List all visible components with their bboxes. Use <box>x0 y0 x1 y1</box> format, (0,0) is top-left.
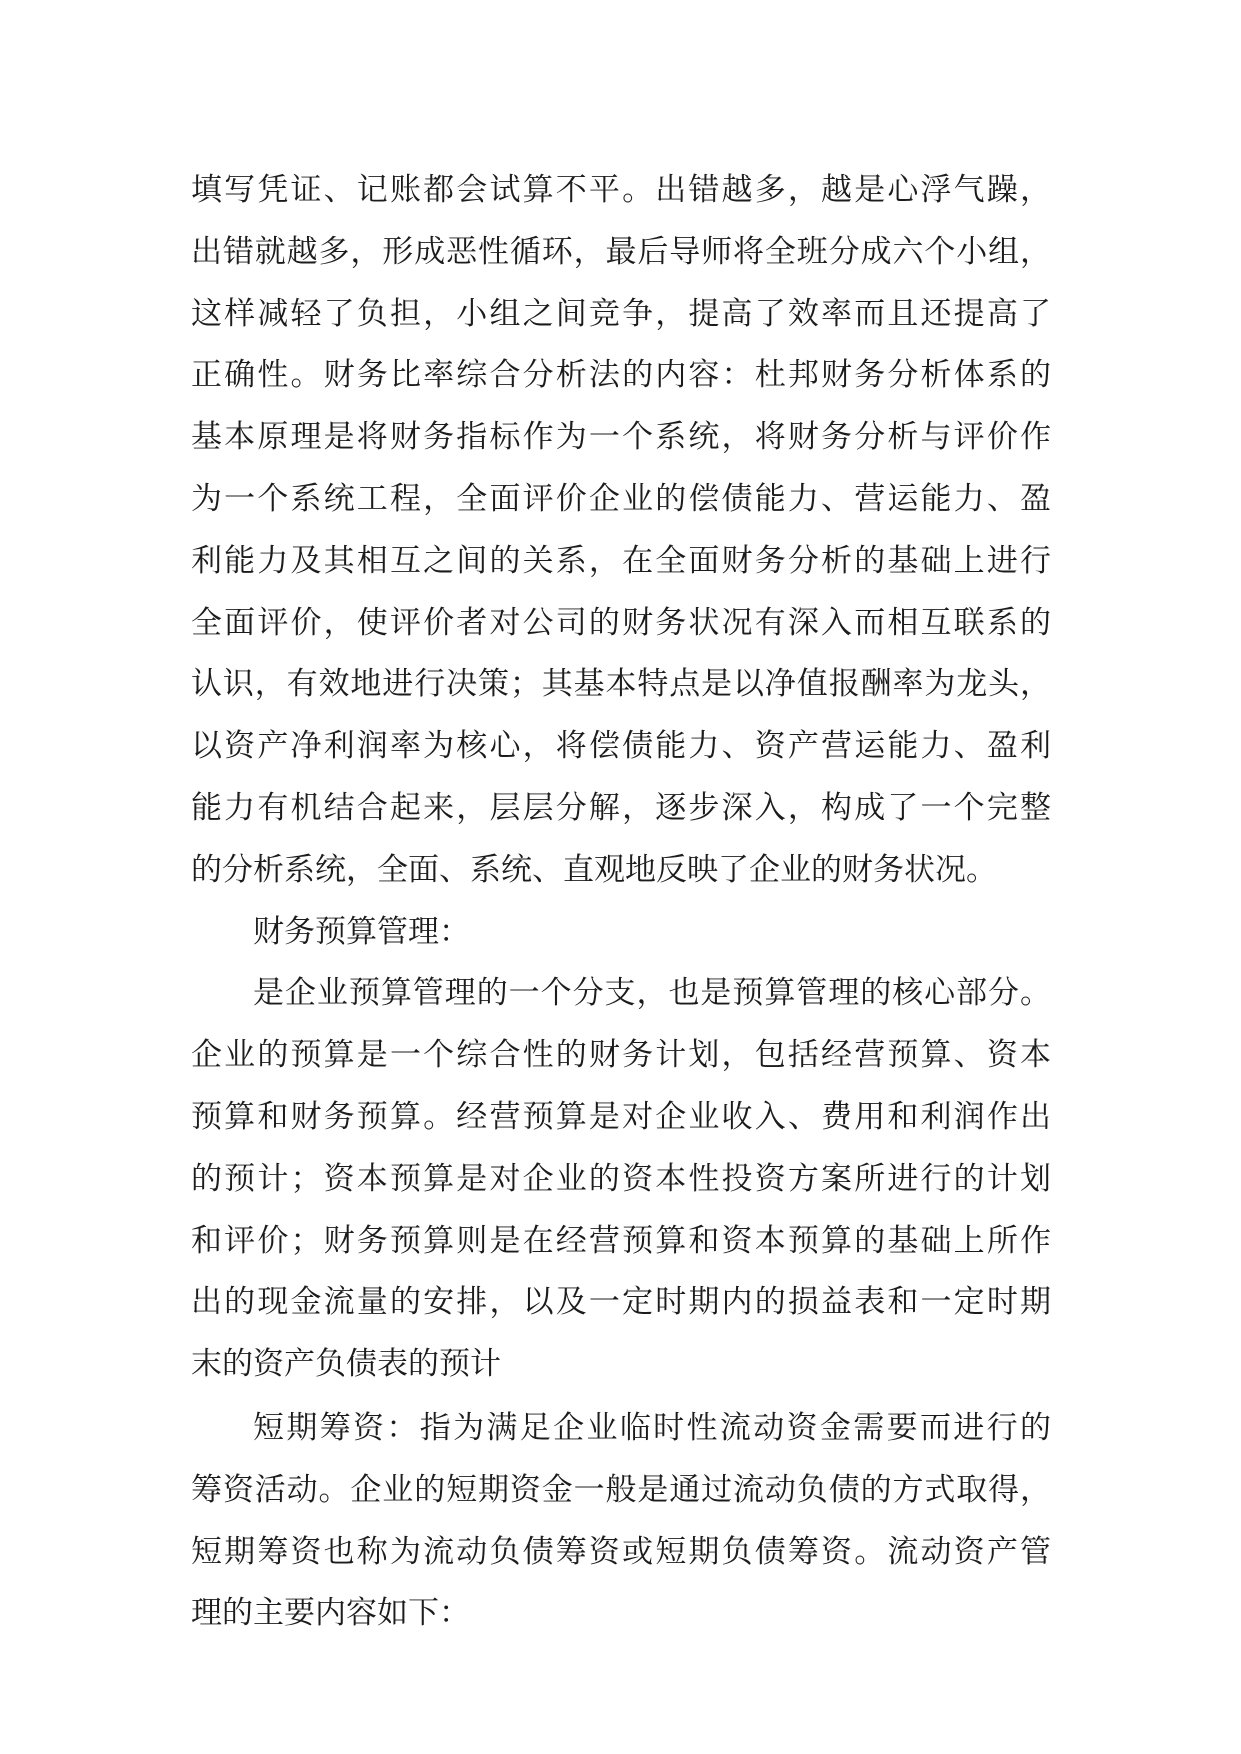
text-line: 能力有机结合起来，层层分解，逐步深入，构成了一个完整 <box>191 789 1051 826</box>
text-line: 利能力及其相互之间的关系，在全面财务分析的基础上进行 <box>191 542 1051 579</box>
text-line: 的预计；资本预算是对企业的资本性投资方案所进行的计划 <box>191 1160 1051 1197</box>
text-line: 这样减轻了负担，小组之间竞争，提高了效率而且还提高了 <box>191 295 1051 332</box>
text-line: 基本原理是将财务指标作为一个系统，将财务分析与评价作 <box>191 419 1051 456</box>
text-line: 短期筹资也称为流动负债筹资或短期负债筹资。流动资产管 <box>191 1533 1051 1570</box>
body-text <box>191 160 1051 1645</box>
text-line: 以资产净利润率为核心，将偿债能力、资产营运能力、盈利 <box>191 728 1051 765</box>
text-line: 短期筹资：指为满足企业临时性流动资金需要而进行的 <box>253 1409 1051 1446</box>
text-line: 理的主要内容如下： <box>191 1595 470 1632</box>
text-line: 全面评价，使评价者对公司的财务状况有深入而相互联系的 <box>191 604 1051 641</box>
text-line: 是企业预算管理的一个分支，也是预算管理的核心部分。 <box>253 975 1051 1012</box>
section-heading: 财务预算管理： <box>253 913 470 950</box>
text-line: 正确性。财务比率综合分析法的内容：杜邦财务分析体系的 <box>191 357 1051 394</box>
text-line: 末的资产负债表的预计 <box>191 1346 501 1383</box>
text-line: 的分析系统，全面、系统、直观地反映了企业的财务状况。 <box>191 851 997 888</box>
text-line: 为一个系统工程，全面评价企业的偿债能力、营运能力、盈 <box>191 480 1051 517</box>
text-line: 认识，有效地进行决策；其基本特点是以净值报酬率为龙头， <box>191 666 1051 703</box>
text-line: 预算和财务预算。经营预算是对企业收入、费用和利润作出 <box>191 1098 1051 1135</box>
text-line: 填写凭证、记账都会试算不平。出错越多，越是心浮气躁， <box>191 172 1051 208</box>
text-line: 出错就越多，形成恶性循环，最后导师将全班分成六个小组， <box>191 233 1051 270</box>
text-line: 企业的预算是一个综合性的财务计划，包括经营预算、资本 <box>191 1037 1051 1074</box>
text-line: 和评价；财务预算则是在经营预算和资本预算的基础上所作 <box>191 1222 1051 1259</box>
text-line: 出的现金流量的安排，以及一定时期内的损益表和一定时期 <box>191 1284 1051 1321</box>
text-line: 筹资活动。企业的短期资金一般是通过流动负债的方式取得， <box>191 1471 1051 1508</box>
